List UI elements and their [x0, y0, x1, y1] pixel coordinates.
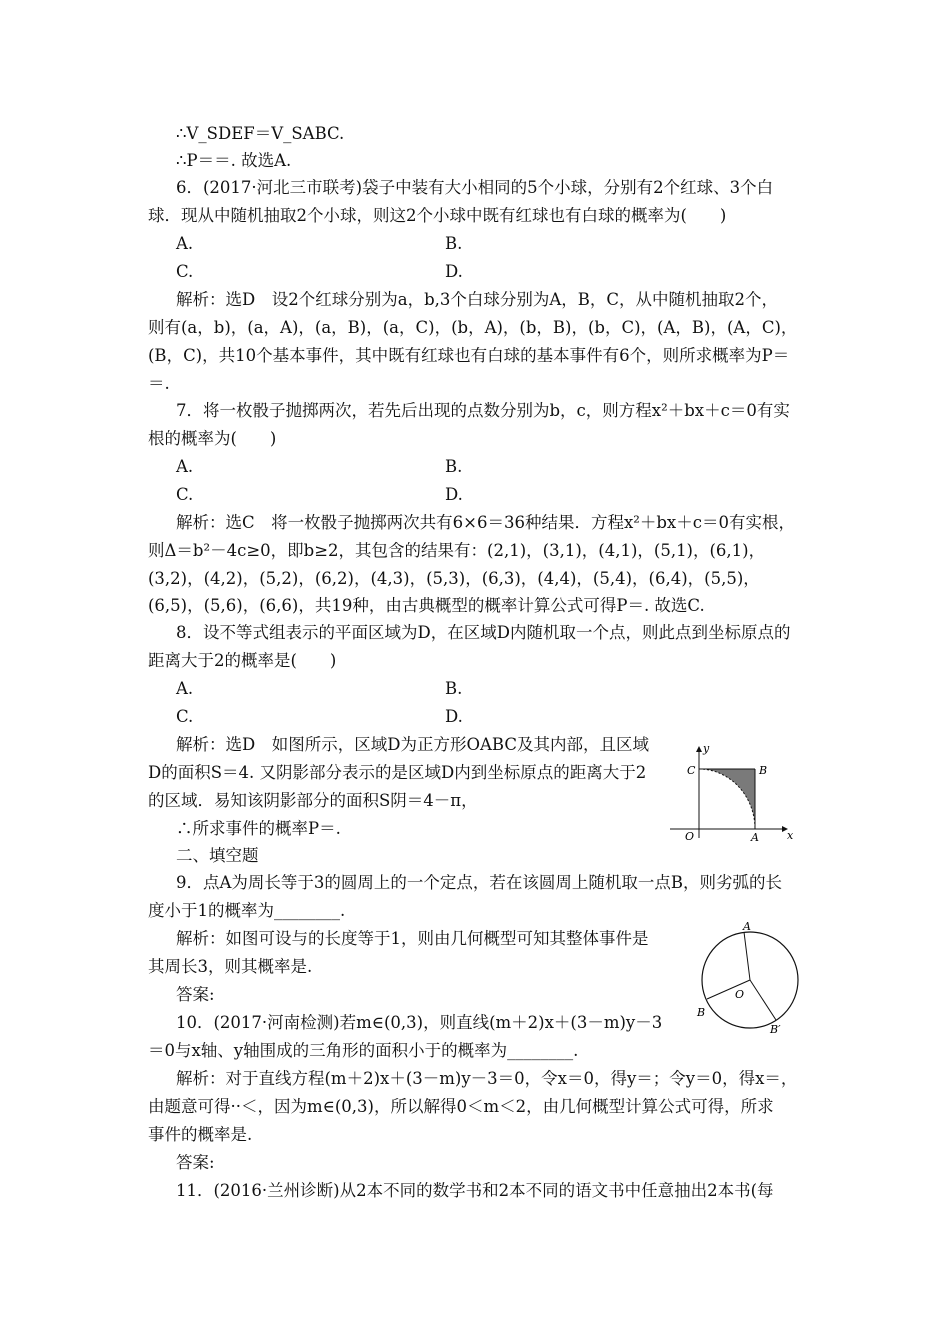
label-y: y — [703, 742, 710, 755]
q10-solution-1: 解析：对于直线方程(m＋2)x＋(3－m)y－3＝0，令x＝0，得y＝；令y＝0，得x＝， — [176, 1069, 798, 1088]
q7-stem-1: 7．将一枚骰子抛掷两次，若先后出现的点数分别为b，c，则方程x²＋bx＋c＝0有实 — [176, 401, 790, 420]
q7-option-a: A. — [176, 457, 194, 476]
q7-option-b: B. — [445, 457, 463, 476]
label-x: x — [787, 829, 794, 842]
q8-stem-2: 距离大于2的概率是( ) — [148, 651, 337, 670]
q8-solution-1: 解析：选D 如图所示，区域D为正方形OABC及其内部，且区域 — [176, 735, 649, 754]
q9-stem-1: 9．点A为周长等于3的圆周上的一个定点，若在该圆周上随机取一点B，则劣弧的长 — [176, 873, 783, 892]
q8-solution-2: D的面积S＝4. 又阴影部分表示的是区域D内到坐标原点的距离大于2 — [148, 763, 647, 782]
q10-stem-2: ＝0与x轴、y轴围成的三角形的面积小于的概率为________. — [148, 1041, 579, 1060]
line-conclusion-volume: ∴V_SDEF＝V_SABC. — [176, 124, 345, 143]
radius-ob-prime — [750, 980, 776, 1020]
q7-stem-2: 根的概率为( ) — [148, 429, 277, 448]
square-region-figure — [655, 742, 795, 842]
q7-solution-2: 则Δ＝b²－4c≥0，即b≥2，其包含的结果有：(2,1)，(3,1)，(4,1)，(5,1)，(6,1)， — [148, 541, 766, 560]
q10-stem-1: 10．(2017·河南检测)若m∈(0,3)，则直线(m＋2)x＋(3－m)y－3 — [176, 1013, 663, 1032]
shaded-region — [699, 769, 755, 829]
label-a: A — [743, 920, 751, 933]
q7-solution-3: (3,2)，(4,2)，(5,2)，(6,2)，(4,3)，(5,3)，(6,3)，(4,4)，(5,4)，(6,4)，(5,5)， — [148, 569, 760, 588]
q7-solution-1: 解析：选C 将一枚骰子抛掷两次共有6×6＝36种结果．方程x²＋bx＋c＝0有实根， — [176, 513, 795, 532]
q8-option-c: C. — [176, 707, 194, 726]
label-c: C — [687, 764, 696, 777]
q6-option-b: B. — [445, 234, 463, 253]
line-conclusion-prob: ∴P＝＝. 故选A. — [176, 151, 292, 170]
q6-solution-2: 则有(a，b)，(a，A)，(a，B)，(a，C)，(b，A)，(b，B)，(b，C)，(A，B)，(A，C)， — [148, 318, 798, 337]
label-o: O — [685, 830, 695, 843]
q6-solution-4: ＝. — [148, 374, 170, 393]
label-b: B — [759, 764, 768, 777]
q9-answer: 答案: — [176, 985, 215, 1004]
label-o: O — [735, 988, 745, 1001]
q9-solution-2: 其周长3，则其概率是. — [148, 957, 313, 976]
q6-option-d: D. — [445, 262, 463, 281]
q7-option-d: D. — [445, 485, 463, 504]
q10-answer: 答案: — [176, 1153, 215, 1172]
q10-solution-3: 事件的概率是. — [148, 1125, 253, 1144]
q6-solution-1: 解析：选D 设2个红球分别为a，b,3个白球分别为A，B，C，从中随机抽取2个， — [176, 290, 779, 309]
q7-option-c: C. — [176, 485, 194, 504]
q9-stem-2: 度小于1的概率为________. — [148, 901, 346, 920]
q6-solution-3: (B，C)，共10个基本事件，其中既有红球也有白球的基本事件有6个，则所求概率为P＝ — [148, 346, 790, 365]
section-fill-in: 二、填空题 — [176, 846, 259, 865]
label-b-prime: B′ — [770, 1023, 781, 1036]
circle-figure — [698, 920, 803, 1035]
q8-option-d: D. — [445, 707, 463, 726]
label-b: B — [697, 1006, 706, 1019]
q11-stem-1: 11．(2016·兰州诊断)从2本不同的数学书和2本不同的语文书中任意抽出2本书(每 — [176, 1181, 774, 1200]
q6-option-a: A. — [176, 234, 194, 253]
label-a: A — [751, 831, 759, 844]
radius-oa — [744, 932, 750, 980]
q8-solution-3: 的区域．易知该阴影部分的面积S阴＝4－π， — [148, 791, 478, 810]
q9-solution-1: 解析：如图可设与的长度等于1，则由几何概型可知其整体事件是 — [176, 929, 649, 948]
q8-solution-4: ∴所求事件的概率P＝. — [176, 819, 341, 838]
q6-option-c: C. — [176, 262, 194, 281]
q6-stem-1: 6．(2017·河北三市联考)袋子中装有大小相同的5个小球，分别有2个红球、3个白 — [176, 178, 774, 197]
q8-stem-1: 8．设不等式组表示的平面区域为D，在区域D内随机取一个点，则此点到坐标原点的 — [176, 623, 791, 642]
q8-option-a: A. — [176, 679, 194, 698]
q6-stem-2: 球．现从中随机抽取2个小球，则这2个小球中既有红球也有白球的概率为( ) — [148, 206, 727, 225]
q8-option-b: B. — [445, 679, 463, 698]
q10-solution-2: 由题意可得··＜，因为m∈(0,3)，所以解得0＜m＜2，由几何概型计算公式可得，所求 — [148, 1097, 774, 1116]
q7-solution-4: (6,5)，(5,6)，(6,6)，共19种，由古典概型的概率计算公式可得P＝. 故选C. — [148, 596, 705, 615]
